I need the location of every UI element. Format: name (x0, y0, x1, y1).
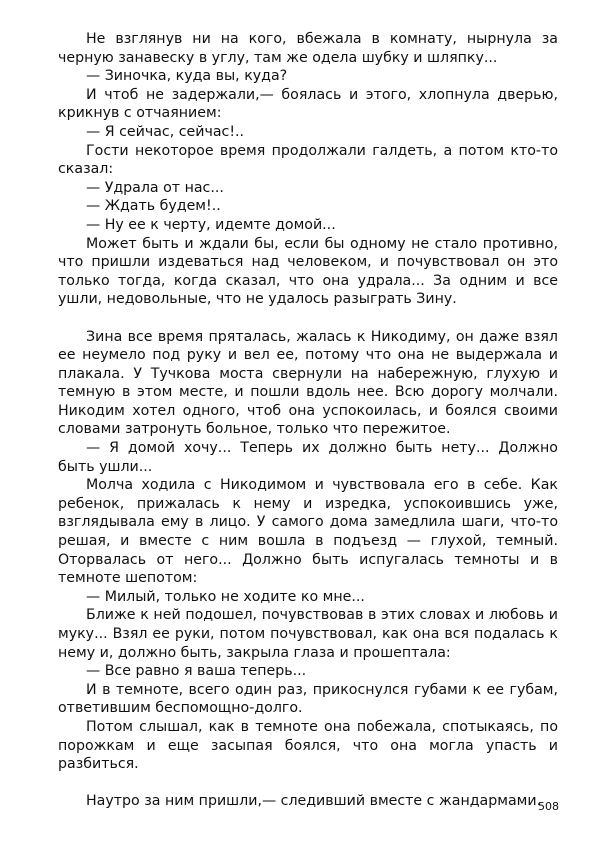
paragraph: Молча ходила с Никодимом и чувствовала его в себе. Как ребенок, прижалась к нему и изредка, успокоившись уже, взглядывала ему в лицо. У самого дома замедлила шаги, что-то решая, и вместе с ним вошла в подъезд — глухой, темный. Оторвалась от него... Должно быть испугалась темноты и в темноте шепотом: (58, 477, 558, 587)
paragraph: — Я домой хочу... Теперь их должно быть нету... Должно быть ушли... (58, 440, 558, 475)
paragraph: — Ждать будем!.. (86, 198, 221, 215)
paragraph: — Милый, только не ходите ко мне... (86, 588, 365, 605)
paragraph: Ближе к ней подошел, почувствовав в этих словах и любовь и муку... Взял ее руки, потом почувствовал, как она вся подалась к нему и, должно быть, закрыла глаза и прошептала: (58, 607, 558, 661)
paragraph: Зина все время пряталась, жалась к Никодиму, он даже взял ее неумело под руку и вел ее, потому что она не выдержала и плакала. У Тучкова моста свернули на набережную, глухую и темную в этом месте, и пошли вдоль нее. Всю дорогу молчали. Никодим хотел одного, чтоб она успокоилась, и боялся своими словами затронуть больное, только что пережитое. (58, 328, 558, 438)
paragraph: Потом слышал, как в темноте она побежала, спотыкаясь, по порожкам и еще засыпая боялся, что она могла упасть и разбиться. (58, 718, 558, 773)
paragraph: Наутро за ним пришли,— следивший вместе с жандармами. (86, 793, 542, 810)
page-body (58, 30, 558, 811)
paragraph: И чтоб не задержали,— боялась и этого, хлопнула дверью, крикнув с отчаянием: (58, 86, 558, 122)
paragraph: Может быть и ждали бы, если бы одному не стало противно, что пришли издеваться над человеком, и почувствовал он это только тогда, когда сказал, что она удрала... За одним и все ушли, недовольные, что не удалось разыграть Зину. (58, 235, 558, 308)
page-number: 508 (538, 800, 559, 813)
paragraph: — Все равно я ваша теперь... (86, 663, 307, 680)
paragraph: — Удрала от нас... (86, 179, 224, 196)
paragraph: — Зиночка, куда вы, куда? (86, 68, 288, 85)
paragraph: Не взглянув ни на кого, вбежала в комнату, нырнула за черную занавеску в углу, там же одела шубку и шляпку... (58, 31, 558, 66)
paragraph: Гости некоторое время продолжали галдеть, а потом кто-то сказал: (58, 142, 558, 178)
paragraph: — Ну ее к черту, идемте домой... (86, 216, 336, 233)
paragraph: — Я сейчас, сейчас!.. (86, 123, 245, 140)
paragraph: И в темноте, всего один раз, прикоснулся губами к ее губам, ответившим беспомощно-долго. (58, 681, 558, 717)
